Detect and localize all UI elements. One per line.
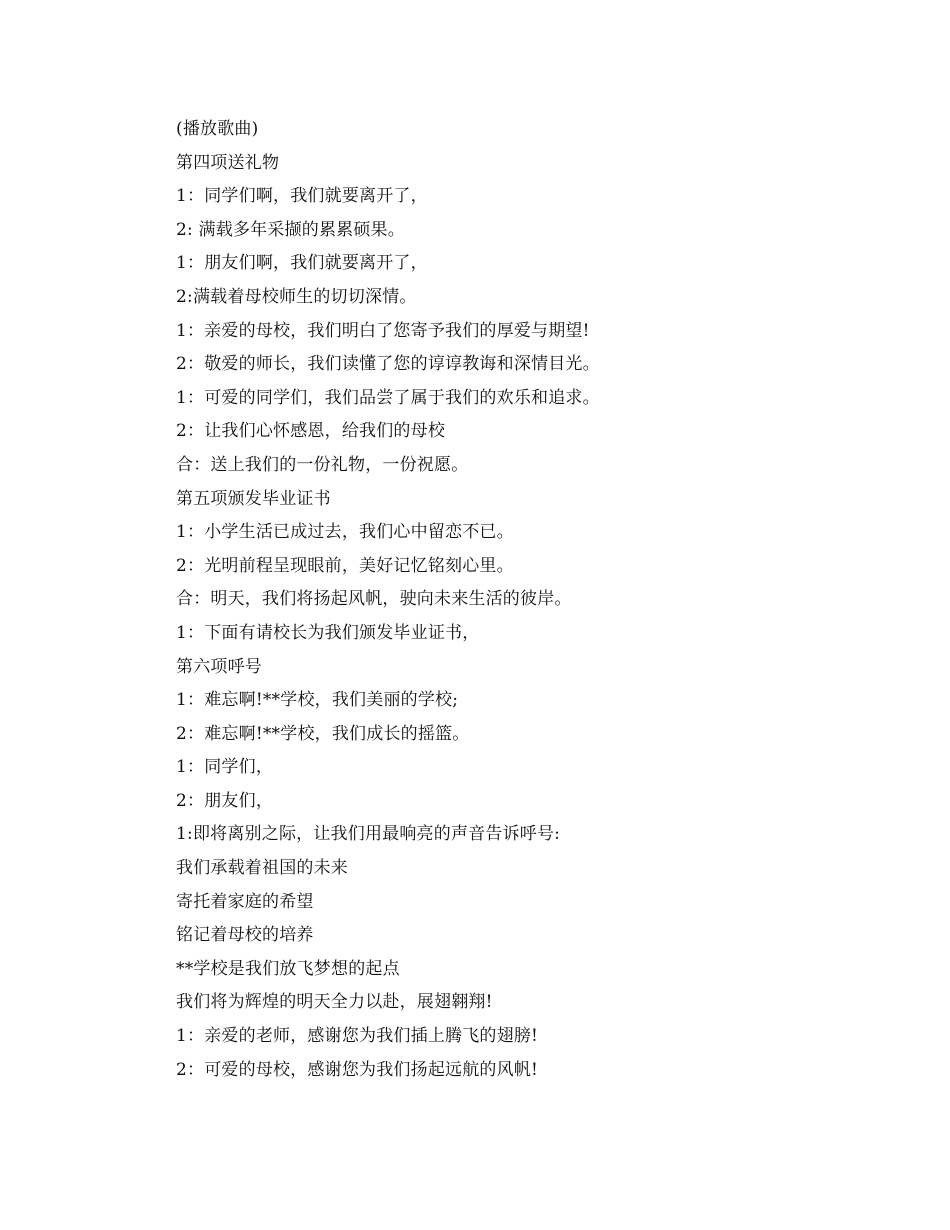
text-line: 1：朋友们啊，我们就要离开了，: [176, 253, 428, 274]
text-line: 我们将为辉煌的明天全力以赴，展翅翱翔!: [176, 992, 493, 1013]
text-line: 2：光明前程呈现眼前，美好记忆铭刻心里。: [176, 555, 514, 576]
text-line: (播放歌曲): [176, 119, 259, 139]
text-line: 寄托着家庭的希望: [176, 891, 314, 912]
section-heading: 第四项送礼物: [176, 152, 280, 173]
text-line: 2:满载着母校师生的切切深情。: [176, 286, 417, 307]
text-line: 1：下面有请校长为我们颁发毕业证书，: [176, 622, 480, 643]
text-line: 我们承载着祖国的未来: [176, 858, 348, 879]
text-line: 2：敬爱的师长，我们读懂了您的谆谆教诲和深情目光。: [176, 354, 600, 375]
text-line: 合：明天，我们将扬起风帆，驶向未来生活的彼岸。: [176, 589, 572, 610]
text-line: 1：难忘啊!**学校，我们美丽的学校;: [176, 690, 459, 711]
section-heading: 第五项颁发毕业证书: [176, 488, 331, 509]
text-line: **学校是我们放飞梦想的起点: [176, 958, 400, 979]
text-line: 2：朋友们，: [176, 790, 274, 811]
text-line: 1:即将离别之际，让我们用最响亮的声音告诉呼号:: [176, 824, 561, 845]
text-line: 合：送上我们的一份礼物，一份祝愿。: [176, 454, 469, 475]
text-line: 1：同学们，: [176, 757, 274, 778]
text-line: 1：可爱的同学们，我们品尝了属于我们的欢乐和追求。: [176, 387, 600, 408]
text-line: 2：让我们心怀感恩，给我们的母校: [176, 421, 446, 442]
text-line: 1：亲爱的母校，我们明白了您寄予我们的厚爱与期望!: [176, 320, 590, 341]
text-line: 铭记着母校的培养: [176, 925, 314, 946]
section-heading: 第六项呼号: [176, 656, 262, 677]
document-body: [176, 113, 876, 1087]
text-line: 1：小学生活已成过去，我们心中留恋不已。: [176, 522, 514, 543]
text-line: 1：亲爱的老师，感谢您为我们插上腾飞的翅膀!: [176, 1026, 539, 1047]
text-line: 2：难忘啊!**学校，我们成长的摇篮。: [176, 723, 470, 744]
text-line: 1：同学们啊，我们就要离开了，: [176, 186, 428, 207]
text-line: 2：可爱的母校，感谢您为我们扬起远航的风帆!: [176, 1059, 539, 1080]
text-line: 2: 满载多年采撷的累累硕果。: [176, 219, 405, 240]
